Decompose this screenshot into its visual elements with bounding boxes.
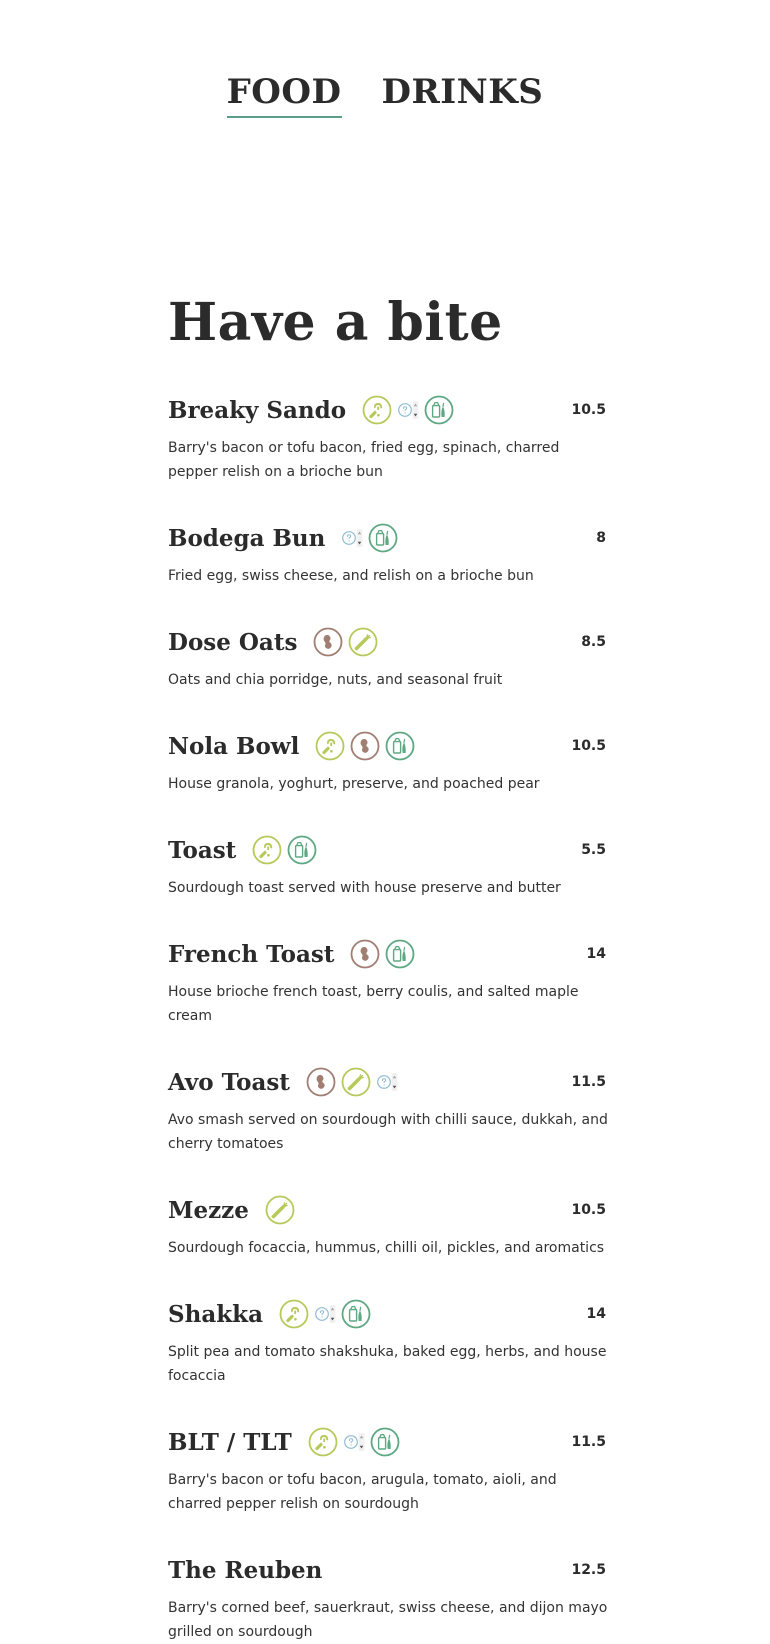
menu-item-header (168, 392, 606, 428)
menu-item-description: Barry's bacon or tofu bacon, arugula, tomato, aioli, and charred pepper relish on sourdough (168, 1472, 557, 1512)
menu-item-price: 8.5 (581, 634, 606, 650)
vegan-option-icon (362, 395, 392, 425)
menu-item-name: Mezze (168, 1196, 249, 1224)
menu-list (168, 392, 606, 1644)
menu-item-header (168, 624, 606, 660)
vegan-icon (348, 627, 378, 657)
dietary-icons (341, 523, 398, 553)
menu-item-description: House granola, yoghurt, preserve, and poached pear (168, 776, 540, 792)
dietary-icons (252, 835, 317, 865)
menu-item-name: Nola Bowl (168, 732, 300, 760)
menu-item (168, 728, 606, 796)
menu-item-price: 14 (586, 1306, 606, 1322)
menu-item-name: Toast (168, 836, 237, 864)
section-title: Have a bite (168, 292, 503, 353)
menu-item-description: House brioche french toast, berry coulis, and salted maple cream (168, 984, 579, 1024)
menu-item-name: The Reuben (168, 1556, 323, 1584)
vegan-option-icon (308, 1427, 338, 1457)
menu-item-name: Breaky Sando (168, 396, 347, 424)
menu-item-description: Split pea and tomato shakshuka, baked egg, herbs, and house focaccia (168, 1344, 607, 1384)
menu-item-header (168, 1192, 606, 1228)
contains-nuts-icon (313, 627, 343, 657)
menu-item-header (168, 1064, 606, 1100)
menu-item (168, 936, 606, 1028)
menu-item-name: Dose Oats (168, 628, 298, 656)
vegetarian-icon (368, 523, 398, 553)
dietary-icons (306, 1067, 398, 1097)
dietary-icons (313, 627, 378, 657)
menu-item-price: 8 (596, 530, 606, 546)
menu-item-description: Barry's bacon or tofu bacon, fried egg, spinach, charred pepper relish on a brioche bun (168, 440, 560, 480)
menu-tabs (0, 72, 770, 118)
gluten-free-option-icon (376, 1067, 398, 1097)
contains-nuts-icon (306, 1067, 336, 1097)
tab-drinks[interactable]: DRINKS (381, 72, 544, 112)
menu-item-header (168, 1424, 606, 1460)
menu-item-name: Bodega Bun (168, 524, 326, 552)
menu-item-header (168, 832, 606, 868)
gluten-free-option-icon (397, 395, 419, 425)
contains-nuts-icon (350, 939, 380, 969)
menu-item (168, 1296, 606, 1388)
menu-item (168, 392, 606, 484)
menu-item-price: 11.5 (571, 1074, 606, 1090)
dietary-icons (362, 395, 454, 425)
vegan-icon (341, 1067, 371, 1097)
menu-item (168, 832, 606, 900)
menu-item-description: Barry's corned beef, sauerkraut, swiss cheese, and dijon mayo grilled on sourdough (168, 1600, 608, 1640)
menu-item (168, 1552, 606, 1644)
menu-item-price: 5.5 (581, 842, 606, 858)
menu-item-description: Sourdough toast served with house preserve and butter (168, 880, 561, 896)
menu-item (168, 520, 606, 588)
menu-item-description: Avo smash served on sourdough with chilli sauce, dukkah, and cherry tomatoes (168, 1112, 608, 1152)
vegetarian-icon (385, 939, 415, 969)
dietary-icons (308, 1427, 400, 1457)
vegetarian-icon (424, 395, 454, 425)
contains-nuts-icon (350, 731, 380, 761)
menu-item-name: Shakka (168, 1300, 264, 1328)
menu-item (168, 1064, 606, 1156)
menu-item-price: 10.5 (571, 738, 606, 754)
dietary-icons (265, 1195, 295, 1225)
menu-item-name: BLT / TLT (168, 1428, 292, 1456)
dietary-icons (315, 731, 415, 761)
menu-item-header (168, 1296, 606, 1332)
vegan-option-icon (279, 1299, 309, 1329)
menu-item-name: French Toast (168, 940, 335, 968)
vegan-option-icon (315, 731, 345, 761)
vegan-icon (265, 1195, 295, 1225)
gluten-free-option-icon (314, 1299, 336, 1329)
vegetarian-icon (385, 731, 415, 761)
menu-item-price: 14 (586, 946, 606, 962)
menu-item (168, 624, 606, 692)
menu-item-name: Avo Toast (168, 1068, 290, 1096)
menu-item-price: 10.5 (571, 402, 606, 418)
vegan-option-icon (252, 835, 282, 865)
menu-item-header (168, 520, 606, 556)
menu-item (168, 1192, 606, 1260)
menu-item-header (168, 728, 606, 764)
menu-item-price: 12.5 (571, 1562, 606, 1578)
menu-item-header (168, 1552, 606, 1588)
menu-item (168, 1424, 606, 1516)
dietary-icons (350, 939, 415, 969)
vegetarian-icon (341, 1299, 371, 1329)
vegetarian-icon (287, 835, 317, 865)
gluten-free-option-icon (343, 1427, 365, 1457)
menu-item-header (168, 936, 606, 972)
menu-item-description: Fried egg, swiss cheese, and relish on a brioche bun (168, 568, 534, 584)
menu-item-description: Sourdough focaccia, hummus, chilli oil, pickles, and aromatics (168, 1240, 605, 1256)
menu-item-price: 11.5 (571, 1434, 606, 1450)
gluten-free-option-icon (341, 523, 363, 553)
vegetarian-icon (370, 1427, 400, 1457)
menu-item-price: 10.5 (571, 1202, 606, 1218)
menu-item-description: Oats and chia porridge, nuts, and seasonal fruit (168, 672, 503, 688)
tab-food[interactable]: FOOD (227, 72, 342, 118)
dietary-icons (279, 1299, 371, 1329)
